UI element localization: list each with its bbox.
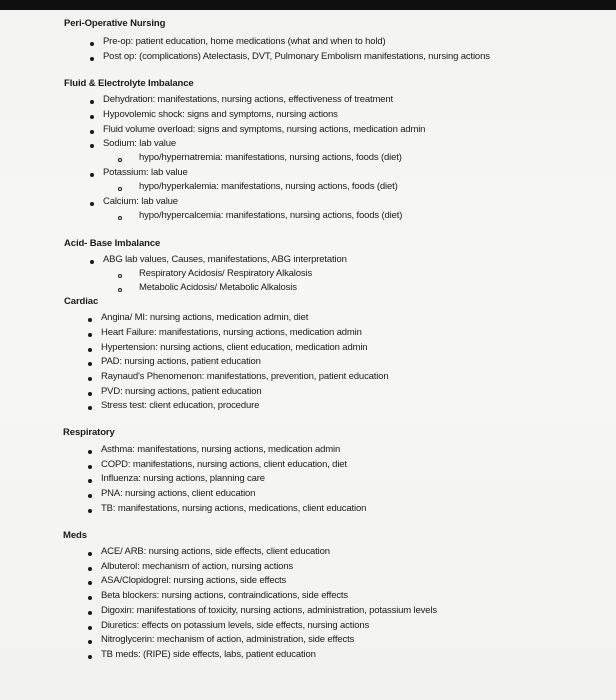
sub-bullet <box>118 288 122 292</box>
list-item: TB meds: (RIPE) side effects, labs, patient education <box>101 649 316 660</box>
bullet <box>90 115 94 119</box>
bullet <box>90 57 94 61</box>
bullet <box>88 392 92 396</box>
list-item: TB: manifestations, nursing actions, medications, client education <box>101 503 367 514</box>
list-sub-item: hypo/hypernatremia: manifestations, nursing actions, foods (diet) <box>139 152 402 163</box>
section-title-cardiac: Cardiac <box>64 296 99 307</box>
bullet <box>88 377 92 381</box>
section-title-respiratory: Respiratory <box>63 427 115 438</box>
list-sub-item: Respiratory Acidosis/ Respiratory Alkalosis <box>139 268 313 279</box>
section-title-fluid-electrolyte: Fluid & Electrolyte Imbalance <box>64 78 194 89</box>
list-item: Raynaud's Phenomenon: manifestations, prevention, patient education <box>101 371 389 382</box>
bullet <box>88 581 92 585</box>
list-item: Post op: (complications) Atelectasis, DVT, Pulmonary Embolism manifestations, nursing actions <box>103 51 490 62</box>
sub-bullet <box>118 216 122 220</box>
list-item: Angina/ MI: nursing actions, medication admin, diet <box>101 312 309 323</box>
list-item: PNA: nursing actions, client education <box>101 488 256 499</box>
list-item: PAD: nursing actions, patient education <box>101 356 261 367</box>
section-title-perioperative: Peri-Operative Nursing <box>64 18 166 29</box>
list-item: Pre-op: patient education, home medications (what and when to hold) <box>103 36 386 47</box>
bullet <box>90 173 94 177</box>
bullet <box>88 509 92 513</box>
bullet <box>88 655 92 659</box>
list-item: Hypovolemic shock: signs and symptoms, nursing actions <box>103 109 338 120</box>
list-item: Potassium: lab value <box>103 167 188 178</box>
bullet <box>90 42 94 46</box>
bullet <box>90 130 94 134</box>
list-item: Sodium: lab value <box>103 138 176 149</box>
bullet <box>88 318 92 322</box>
list-item: Albuterol: mechanism of action, nursing actions <box>101 561 294 572</box>
bullet <box>88 406 92 410</box>
list-item: Fluid volume overload: signs and symptoms, nursing actions, medication admin <box>103 124 426 135</box>
list-item: PVD: nursing actions, patient education <box>101 386 262 397</box>
bullet <box>88 596 92 600</box>
sub-bullet <box>118 158 122 162</box>
list-item: Dehydration: manifestations, nursing actions, effectiveness of treatment <box>103 94 394 105</box>
list-item: Diuretics: effects on potassium levels, side effects, nursing actions <box>101 620 370 631</box>
list-item: ACE/ ARB: nursing actions, side effects, client education <box>101 546 330 557</box>
list-item: Nitroglycerin: mechanism of action, administration, side effects <box>101 634 355 645</box>
bullet <box>88 494 92 498</box>
bullet <box>88 333 92 337</box>
list-item: Beta blockers: nursing actions, contraindications, side effects <box>101 590 349 601</box>
sub-bullet <box>118 187 122 191</box>
list-item: COPD: manifestations, nursing actions, client education, diet <box>101 459 347 470</box>
bullet <box>90 144 94 148</box>
list-sub-item: Metabolic Acidosis/ Metabolic Alkalosis <box>139 282 297 293</box>
list-item: Digoxin: manifestations of toxicity, nursing actions, administration, potassium levels <box>101 605 437 616</box>
bullet <box>88 465 92 469</box>
list-item: Asthma: manifestations, nursing actions, medication admin <box>101 444 341 455</box>
list-item: ASA/Clopidogrel: nursing actions, side effects <box>101 575 287 586</box>
list-item: Stress test: client education, procedure <box>101 400 260 411</box>
list-item: Heart Failure: manifestations, nursing actions, medication admin <box>101 327 362 338</box>
list-item: Influenza: nursing actions, planning care <box>101 473 265 484</box>
list-item: ABG lab values, Causes, manifestations, ABG interpretation <box>103 254 347 265</box>
bullet <box>90 260 94 264</box>
section-title-acid-base: Acid- Base Imbalance <box>64 238 161 249</box>
bullet <box>88 611 92 615</box>
bullet <box>88 348 92 352</box>
section-title-meds: Meds <box>63 530 87 541</box>
bullet <box>88 450 92 454</box>
list-sub-item: hypo/hyperkalemia: manifestations, nursing actions, foods (diet) <box>139 181 398 192</box>
sub-bullet <box>118 274 122 278</box>
bullet <box>88 640 92 644</box>
bullet <box>88 552 92 556</box>
bullet <box>88 362 92 366</box>
bullet <box>88 626 92 630</box>
list-item: Hypertension: nursing actions, client education, medication admin <box>101 342 368 353</box>
bullet <box>90 202 94 206</box>
bullet <box>88 479 92 483</box>
bullet <box>88 567 92 571</box>
list-item: Calcium: lab value <box>103 196 178 207</box>
bullet <box>90 100 94 104</box>
list-sub-item: hypo/hypercalcemia: manifestations, nursing actions, foods (diet) <box>139 210 403 221</box>
top-dark-border <box>0 0 616 10</box>
